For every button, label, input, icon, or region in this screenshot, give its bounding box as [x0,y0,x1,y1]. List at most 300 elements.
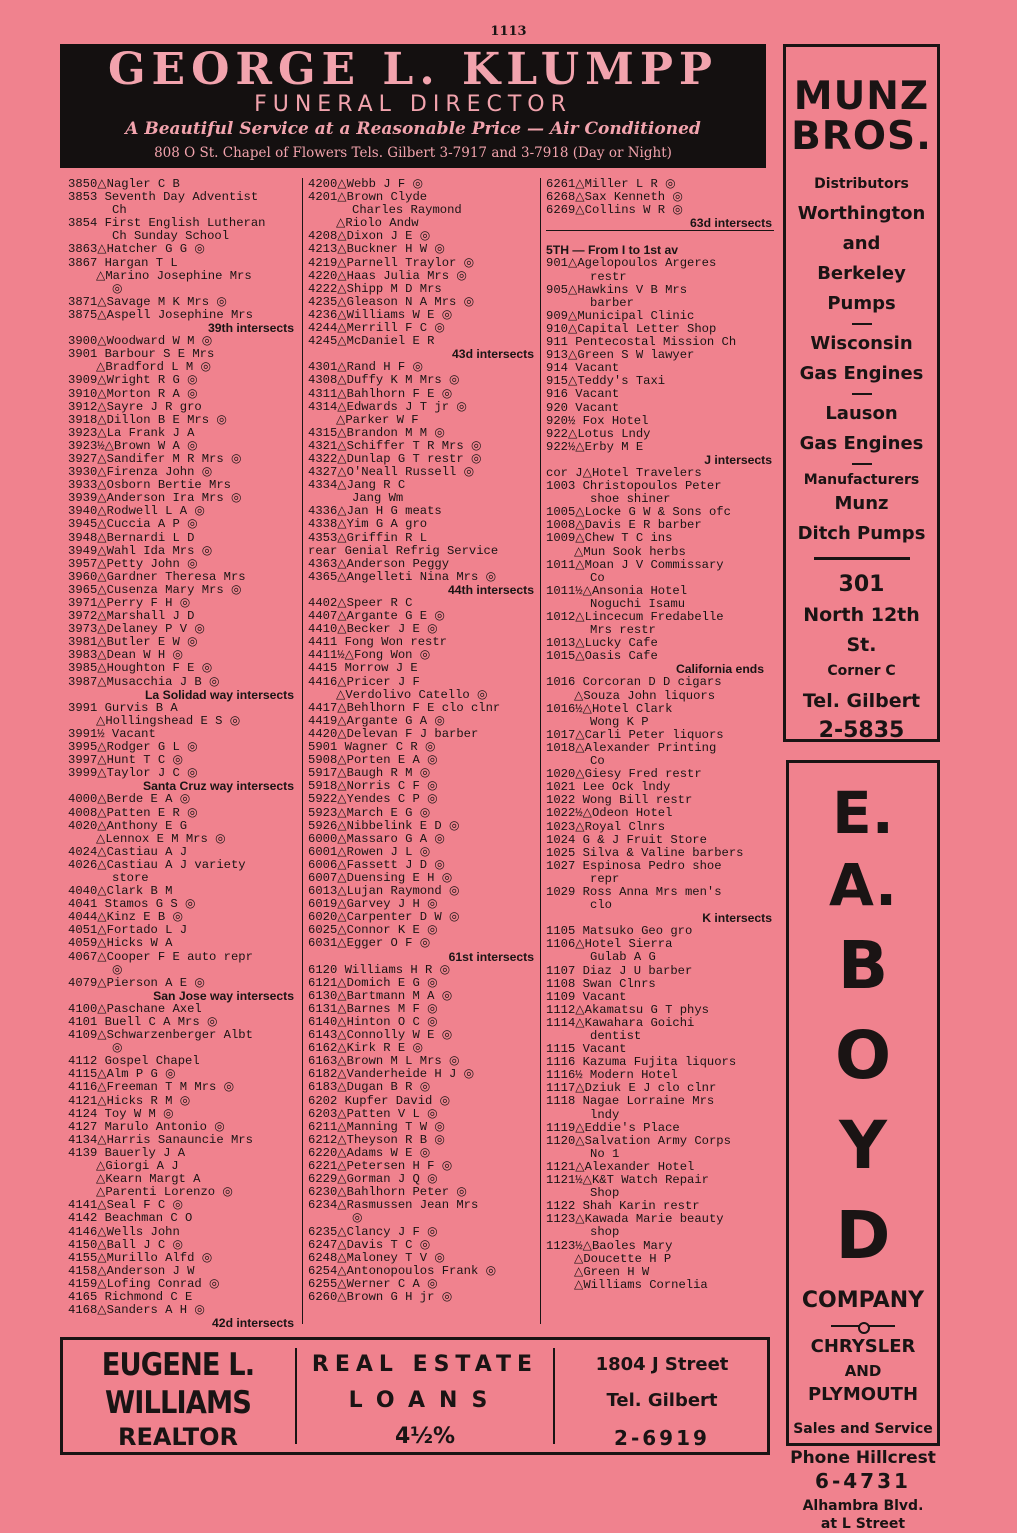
divider [852,393,872,395]
directory-entry: 3900△Woodward W M ◎ [68,335,213,349]
divider [814,557,910,560]
directory-entry: 3867 Hargan T L [68,256,178,270]
directory-entry: 4235△Gleason N A Mrs ◎ [308,295,475,309]
directory-entry: 5922△Yendes C P ◎ [308,793,438,807]
directory-entry: 3912△Sayre J R gro [68,400,202,414]
directory-entry: 3910△Morton R A ◎ [68,387,198,401]
directory-entry: 909△Municipal Clinic [546,309,695,323]
directory-entry: 4165 Richmond C E [68,1290,193,1304]
directory-entry: 922△Lotus Lndy [546,427,651,441]
directory-entry: 4321△Schiffer T R Mrs ◎ [308,439,482,453]
klumpp-tagline: A Beautiful Service at a Reasonable Price — Air Conditioned [125,119,701,139]
directory-entry: 6260△Brown G H jr ◎ [308,1290,453,1304]
directory-entry: 3901 Barbour S E Mrs [68,348,215,362]
boyd-phone: 6-4731 [815,1469,911,1493]
divider [553,1348,555,1444]
directory-entry-continuation: Charles Raymond [352,204,462,218]
directory-entry: 1022 Wong Bill restr [546,794,693,808]
directory-entry: 1109 Vacant [546,990,627,1004]
directory-entry: 3997△Hunt T C ◎ [68,754,184,768]
directory-entry: 6143△Connolly W E ◎ [308,1029,453,1043]
cross-street-marker: La Solidad way intersects [144,688,294,702]
williams-name-2: WILLIAMS [104,1385,252,1421]
directory-entry: 1016 Corcoran D D cigars [546,676,722,690]
directory-entry: 6131△Barnes M F ◎ [308,1002,438,1016]
directory-entry: 6163△Brown M L Mrs ◎ [308,1055,460,1069]
directory-entry: 5918△Norris C F ◎ [308,780,438,794]
cross-street-marker: K intersects [702,912,772,926]
directory-entry: 1005△Locke G W & Sons ofc [546,506,731,520]
directory-entry-continuation: △Riolo Andw [336,217,419,231]
munz-munz: Munz [834,493,889,514]
williams-rate: 4½% [394,1424,456,1449]
directory-entry: 4116△Freeman T M Mrs ◎ [68,1081,235,1095]
williams-tel: Tel. Gilbert [606,1390,718,1411]
directory-entry: 1011△Moan J V Commissary [546,558,724,572]
directory-entry: 4124 Toy W M ◎ [68,1107,174,1121]
directory-entry: 4044△Kinz E B ◎ [68,911,184,925]
directory-entry: 6183△Dugan B R ◎ [308,1081,431,1095]
directory-entry: 4208△Dixon J E ◎ [308,230,431,244]
williams-services-block [299,1348,551,1454]
munz-phone: 2-5835 [818,718,905,743]
williams-name-1: EUGENE L. [101,1347,255,1383]
directory-entry: 6229△Gorman J Q ◎ [308,1173,438,1187]
directory-entry: 4142 Beachman C O [68,1212,193,1226]
directory-entry: 3909△Wright R G ◎ [68,374,198,388]
directory-entry: 6162△Kirk R E ◎ [308,1042,424,1056]
directory-entry-continuation: △Verdolivo Catello ◎ [336,688,488,702]
directory-entry: 4026△Castiau A J variety [68,858,246,872]
directory-entry: 4127 Marulo Antonio ◎ [68,1120,225,1134]
williams-role: REALTOR [117,1423,239,1451]
boyd-letter-d: D [835,1197,891,1274]
ornament-divider [831,1325,895,1327]
munz-tel: Tel. Gilbert [802,690,921,712]
munz-gas-engines-2: Gas Engines [799,433,924,454]
directory-entry-continuation: △Bradford L M ◎ [96,361,212,375]
directory-entry-continuation: Jang Wm [352,492,404,506]
directory-entry: 1027 Espinosa Pedro shoe [546,859,722,873]
directory-entry: 914 Vacant [546,362,620,376]
directory-entry-continuation: △Marino Josephine Mrs [96,269,252,283]
directory-entry: 1009△Chew T C ins [546,532,673,546]
directory-entry: 6268△Sax Kenneth ◎ [546,191,684,205]
directory-entry: 6120 Williams H R ◎ [308,963,451,977]
directory-entry: 1017△Carli Peter liquors [546,728,724,742]
directory-entry: 4121△Hicks R M ◎ [68,1094,191,1108]
directory-entry: 4363△Anderson Peggy [308,557,450,571]
directory-entry: rear Genial Refrig Service [308,544,499,558]
directory-entry: 1108 Swan Clnrs [546,977,656,991]
directory-entry: 920 Vacant [546,401,620,415]
directory-entry: 1013△Lucky Cafe [546,637,658,651]
munz-distributors: Distributors [814,176,909,192]
directory-entry-continuation: Mrs restr [590,624,656,638]
directory-entry: 4322△Dunlap G T restr ◎ [308,452,482,466]
directory-entry: 901△Agelopoulos Argeres [546,257,717,271]
directory-entry: 3987△Musacchia J B ◎ [68,675,220,689]
directory-entry: 1105 Matsuko Geo gro [546,925,693,939]
directory-entry: 4041 Stamos G S ◎ [68,898,196,912]
munz-name-1: MUNZ [793,74,930,119]
directory-entry: 1112△Akamatsu G T phys [546,1003,709,1017]
directory-entry: 6001△Rowen J L ◎ [308,845,431,859]
klumpp-address: 808 O St. Chapel of Flowers Tels. Gilbert 3-7917 and 3-7918 (Day or Night) [154,145,672,161]
page-number: 1113 [490,24,527,39]
directory-entry-continuation: △Souza John liquors [574,689,716,703]
directory-entry: 913△Green S W lawyer [546,349,695,363]
directory-entry: 6211△Manning T W ◎ [308,1120,446,1134]
directory-entry: 6031△Egger O F ◎ [308,937,431,951]
directory-entry-continuation: △Hollingshead E S ◎ [96,714,241,728]
directory-entry: 910△Capital Letter Shop [546,322,717,336]
directory-entry: 4067△Cooper F E auto repr [68,950,253,964]
klumpp-funeral-ad [60,44,766,168]
directory-entry: 4407△Argante G E ◎ [308,610,446,624]
directory-column-3 [546,178,774,1292]
directory-entry: 1018△Alexander Printing [546,741,717,755]
directory-entry: 1022½△Odeon Hotel [546,807,673,821]
directory-entry: 1003 Christopoulos Peter [546,480,722,494]
boyd-initials: E. A. [829,779,897,919]
boyd-letter-o: O [834,1017,892,1094]
directory-entry: 6234△Rasmussen Jean Mrs [308,1199,479,1213]
williams-phone: 2-6919 [614,1426,710,1450]
directory-entry: 4353△Griffin R L [308,531,428,545]
directory-entry: 4308△Duffy K M Mrs ◎ [308,374,460,388]
directory-entry: 3981△Butler E W ◎ [68,636,198,650]
directory-entry: 3991 Gurvis B A [68,701,178,715]
directory-entry: 6006△Fassett J D ◎ [308,858,446,872]
directory-entry: 6254△Antonopoulos Frank ◎ [308,1264,497,1278]
directory-entry: 6182△Vanderheide H J ◎ [308,1068,475,1082]
directory-entry-continuation: Ch Sunday School [112,230,230,244]
directory-entry: 4314△Edwards J T jr ◎ [308,400,467,414]
directory-entry: 4420△Delevan F J barber [308,727,479,741]
directory-entry-continuation: No 1 [590,1147,620,1161]
cross-street-marker: Santa Cruz way intersects [142,780,294,794]
cross-street-marker: 44th intersects [447,583,534,597]
cross-street-marker: 42d intersects [212,1317,294,1331]
directory-entry: 3923½△Brown W A ◎ [68,439,198,453]
directory-entry: 3999△Taylor J C ◎ [68,767,198,781]
directory-entry: 1119△Eddie's Place [546,1121,680,1135]
directory-entry-continuation: △Mun Sook herbs [574,545,686,559]
directory-entry-continuation: Co [590,755,605,769]
directory-entry-continuation: △Parenti Lorenzo ◎ [96,1186,234,1200]
directory-entry: 1116½ Modern Hotel [546,1069,678,1083]
directory-entry: 1016½△Hotel Clark [546,702,673,716]
directory-entry: 4411 Fong Won restr [308,636,447,650]
directory-entry-continuation: △Green H W [574,1265,650,1279]
divider [295,1348,297,1444]
boyd-letter-b: B [837,927,889,1004]
directory-entry: 3948△Bernardi L D [68,531,195,545]
directory-entry: 6230△Bahlhorn Peter ◎ [308,1186,467,1200]
directory-entry: 3940△Rodwell L A ◎ [68,505,206,519]
boyd-address-1: Alhambra Blvd. [802,1498,924,1514]
directory-entry: 3972△Marshall J D [68,610,195,624]
directory-entry-continuation: △Parker W F [336,413,419,427]
directory-entry: 1011½△Ansonia Hotel [546,584,688,598]
directory-entry: 4245△McDaniel E R [308,335,435,349]
directory-entry: 4158△Anderson J W [68,1264,195,1278]
directory-entry: 6235△Clancy J F ◎ [308,1225,438,1239]
directory-entry: 6247△Davis T C ◎ [308,1238,431,1252]
directory-entry: 4201△Brown Clyde [308,191,428,205]
directory-entry: 1020△Giesy Fred restr [546,768,702,782]
directory-entry: 4417△Behlhorn F E clo clnr [308,701,501,715]
munz-ditch-pumps: Ditch Pumps [797,523,926,544]
directory-entry: 3995△Rodger G L ◎ [68,741,198,755]
directory-entry-continuation: ◎ [112,1042,123,1056]
cross-street-marker: 43d intersects [452,348,534,362]
directory-entry: 4020△Anthony E G [68,819,188,833]
directory-entry: 3933△Osborn Bertie Mrs [68,479,231,493]
directory-entry: 4109△Schwarzenberger Albt [68,1029,253,1043]
directory-entry: 5923△March E G ◎ [308,806,431,820]
directory-entry: cor J△Hotel Travelers [546,466,702,480]
directory-entry: 3985△Houghton F E ◎ [68,662,213,676]
directory-entry: 3973△Delaney P V ◎ [68,623,206,637]
directory-entry: 1029 Ross Anna Mrs men's [546,885,722,899]
munz-berkeley: Berkeley [817,263,906,284]
directory-entry-continuation: clo [590,899,612,913]
munz-gas-engines-1: Gas Engines [799,363,924,384]
directory-entry-continuation: △Doucette H P [574,1252,672,1266]
street-ends-marker: California ends [675,663,764,677]
boyd-company-ad [786,760,940,1532]
directory-entry: 4059△Hicks W A [68,937,173,951]
directory-column-1 [68,178,296,1330]
directory-entry: 1024 G & J Fruit Store [546,833,707,847]
directory-entry: 5926△Nibbelink E D ◎ [308,819,460,833]
directory-entry: 3930△Firenza John ◎ [68,466,213,480]
cross-street-marker: J intersects [704,453,772,467]
directory-entry-continuation: ◎ [112,282,123,296]
directory-entry: 4146△Wells John [68,1225,180,1239]
directory-entry: 3991½ Vacant [68,727,156,741]
directory-entry: 911 Pentecostal Mission Ch [546,336,737,350]
directory-entry: 1023△Royal Clnrs [546,820,666,834]
directory-entry: 3927△Sandifer M R Mrs ◎ [68,452,242,466]
directory-entry: 4100△Paschane Axel [68,1002,202,1016]
directory-entry: 5917△Baugh R M ◎ [308,767,431,781]
directory-entry: 905△Hawkins V B Mrs [546,283,688,297]
directory-entry: 1123½△Baoles Mary [546,1239,673,1253]
directory-entry: 6020△Carpenter D W ◎ [308,911,460,925]
directory-entry: 5908△Porten E A ◎ [308,754,438,768]
directory-entry: 6221△Petersen H F ◎ [308,1160,453,1174]
directory-entry: 4079△Pierson A E ◎ [68,976,206,990]
directory-entry: 4222△Shipp M D Mrs [308,282,442,296]
directory-entry: 6269△Collins W R ◎ [546,204,684,218]
munz-name-2: BROS. [791,114,932,159]
directory-entry: 4219△Parnell Traylor ◎ [308,256,475,270]
directory-entry: 1116 Kazuma Fujita liquors [546,1056,737,1070]
directory-entry-continuation: shoe shiner [590,493,671,507]
directory-entry: 1122 Shah Karin restr [546,1200,700,1214]
spacer [546,231,774,244]
directory-entry: 4139 Bauerly J A [68,1146,186,1160]
directory-entry: 4327△O'Neall Russell ◎ [308,466,475,480]
directory-entry: 1121½△K&T Watch Repair [546,1174,709,1188]
directory-entry: 4115△Alm P G ◎ [68,1068,176,1082]
directory-entry: 4410△Becker J E ◎ [308,623,438,637]
directory-entry: 4159△Lofing Conrad ◎ [68,1277,220,1291]
directory-entry: 1012△Lincecum Fredabelle [546,611,724,624]
cross-street-marker: San Jose way intersects [153,989,294,1003]
williams-realtor-ad [60,1337,770,1455]
directory-entry: 4051△Fortado L J [68,924,188,938]
directory-entry: 6019△Garvey J H ◎ [308,898,438,912]
directory-entry: 3923△La Frank J A [68,426,195,440]
klumpp-title: FUNERAL DIRECTOR [254,92,572,117]
directory-entry: 4200△Webb J F ◎ [308,178,424,191]
directory-entry: 1015△Oasis Cafe [546,650,658,664]
directory-entry: 6255△Werner C A ◎ [308,1277,438,1291]
munz-street: North 12th St. [803,604,920,656]
cross-street-marker: 39th intersects [207,322,294,336]
munz-manufacturers: Manufacturers [803,472,920,488]
munz-corner: Corner C [827,663,896,679]
directory-entry: 4315△Brandon M M ◎ [308,426,446,440]
directory-entry: 4155△Murillo Alfd ◎ [68,1251,213,1265]
directory-entry: 4311△Bahlhorn F E ◎ [308,387,453,401]
williams-loans: LOANS [348,1388,502,1413]
directory-entry: 1117△Dziuk E J clo clnr [546,1082,717,1096]
directory-entry: 4416△Pricer J F [308,675,420,689]
munz-and: and [842,233,881,254]
directory-entry: 1008△Davis E R barber [546,519,702,533]
directory-entry: 6130△Bartmann M A ◎ [308,989,453,1003]
directory-entry: 1118 Nagae Lorraine Mrs [546,1095,715,1109]
directory-entry-continuation: ◎ [352,1212,363,1226]
directory-entry-continuation: △Williams Cornelia [574,1278,708,1292]
directory-entry: 3853 Seventh Day Adventist [68,191,259,205]
directory-entry: 6013△Lujan Raymond ◎ [308,885,460,899]
directory-entry: 4365△Angelleti Nina Mrs ◎ [308,570,497,584]
directory-entry-continuation: barber [590,296,634,310]
directory-entry: 3939△Anderson Ira Mrs ◎ [68,492,242,506]
directory-entry: 4000△Berde E A ◎ [68,793,191,807]
directory-entry: 1021 Lee Ock lndy [546,781,671,795]
directory-entry: 4112 Gospel Chapel [68,1055,200,1069]
directory-entry: 6212△Theyson R B ◎ [308,1133,446,1147]
directory-entry: 4134△Harris Sanauncie Mrs [68,1133,253,1147]
klumpp-name: GEORGE L. KLUMPP [107,44,719,95]
directory-entry: 4336△Jan H G meats [308,505,442,519]
directory-entry: 4150△Ball J C ◎ [68,1238,184,1252]
munz-bros-ad [783,44,940,742]
divider [852,323,872,325]
directory-entry-continuation: Wong K P [590,715,649,729]
directory-entry: 6261△Miller L R ◎ [546,178,676,191]
directory-entry: 6025△Connor K E ◎ [308,924,438,938]
directory-entry-continuation: Ch [112,204,127,218]
directory-entry: 6000△Massaro G A ◎ [308,832,446,846]
directory-entry-continuation: △Giorgi A J [96,1160,179,1174]
directory-entry: 6203△Patten V L ◎ [308,1107,438,1121]
directory-entry: 4419△Argante G A ◎ [308,714,446,728]
directory-entry: 6202 Kupfer David ◎ [308,1094,451,1108]
directory-entry: 3983△Dean W H ◎ [68,649,184,663]
munz-pumps: Pumps [827,293,896,314]
cross-street-marker: 61st intersects [448,950,534,964]
street-heading: 5TH — From I to 1st av [546,244,679,258]
williams-real-estate: REAL ESTATE [311,1352,539,1377]
directory-entry: 4141△Seal F C ◎ [68,1199,184,1213]
directory-entry: 4024△Castiau A J [68,845,188,859]
directory-entry: 1123△Kawada Marie beauty [546,1213,724,1227]
directory-entry: 922½△Erby M E [546,440,644,454]
cross-street-marker: 63d intersects [546,217,774,231]
column-divider [302,178,303,1324]
directory-entry: 4220△Haas Julia Mrs ◎ [308,269,467,283]
directory-entry: 6248△Maloney T V ◎ [308,1251,446,1265]
directory-entry: 5901 Wagner C R ◎ [308,741,436,755]
boyd-address-2: at L Street [820,1516,906,1532]
directory-entry: 3863△Hatcher G G ◎ [68,243,206,257]
directory-entry: 3965△Cusenza Mary Mrs ◎ [68,583,242,597]
directory-entry: 4008△Patten E R ◎ [68,806,198,820]
directory-entry: 4236△Williams W E ◎ [308,308,453,322]
munz-street-no: 301 [838,572,885,597]
directory-entry: 3918△Dillon B E Mrs ◎ [68,413,227,427]
directory-entry-continuation: repr [590,872,620,886]
williams-name-block [63,1346,293,1452]
williams-contact-block [557,1348,767,1456]
directory-entry: 3957△Petty John ◎ [68,557,198,571]
directory-entry: 3871△Savage M K Mrs ◎ [68,295,227,309]
boyd-chrysler: CHRYSLER [810,1336,916,1357]
williams-street: 1804 J Street [595,1354,729,1375]
boyd-phone-label: Phone Hillcrest [790,1448,936,1468]
directory-entry: 4040△Clark B M [68,885,173,899]
directory-entry: 4168△Sanders A H ◎ [68,1304,206,1318]
directory-entry: 1121△Alexander Hotel [546,1160,695,1174]
directory-entry-continuation: lndy [590,1108,620,1122]
directory-entry: 3960△Gardner Theresa Mrs [68,570,246,584]
directory-entry-continuation: Co [590,571,605,585]
boyd-letter-y: Y [839,1107,887,1184]
directory-entry-continuation: store [112,871,149,885]
boyd-plymouth: PLYMOUTH [807,1384,919,1405]
directory-entry: 3854 First English Lutheran [68,217,266,231]
directory-entry: 915△Teddy's Taxi [546,375,666,389]
directory-entry: 4338△Yim G A gro [308,518,428,532]
directory-entry-continuation: ◎ [112,963,123,977]
directory-entry: 6220△Adams W E ◎ [308,1146,431,1160]
directory-column-2 [308,178,536,1304]
directory-entry: 1107 Diaz J U barber [546,964,693,978]
munz-wisconsin: Wisconsin [810,333,913,354]
directory-entry-continuation: dentist [590,1030,642,1043]
directory-entry: 6007△Duensing E H ◎ [308,871,453,885]
boyd-and: AND [844,1362,882,1380]
directory-entry: 3945△Cuccia A P ◎ [68,518,198,532]
directory-entry-continuation: Noguchi Isamu [590,597,686,611]
directory-entry-continuation: △Lennox E M Mrs ◎ [96,832,226,846]
directory-entry: 4402△Speer R C [308,597,413,610]
directory-entry: 1114△Kawahara Goichi [546,1016,695,1030]
boyd-company: COMPANY [801,1288,925,1313]
munz-lauson: Lauson [825,403,898,424]
directory-entry: 1106△Hotel Sierra [546,938,673,952]
directory-entry: 1025 Silva & Valine barbers [546,846,744,860]
directory-entry: 1115 Vacant [546,1043,627,1057]
